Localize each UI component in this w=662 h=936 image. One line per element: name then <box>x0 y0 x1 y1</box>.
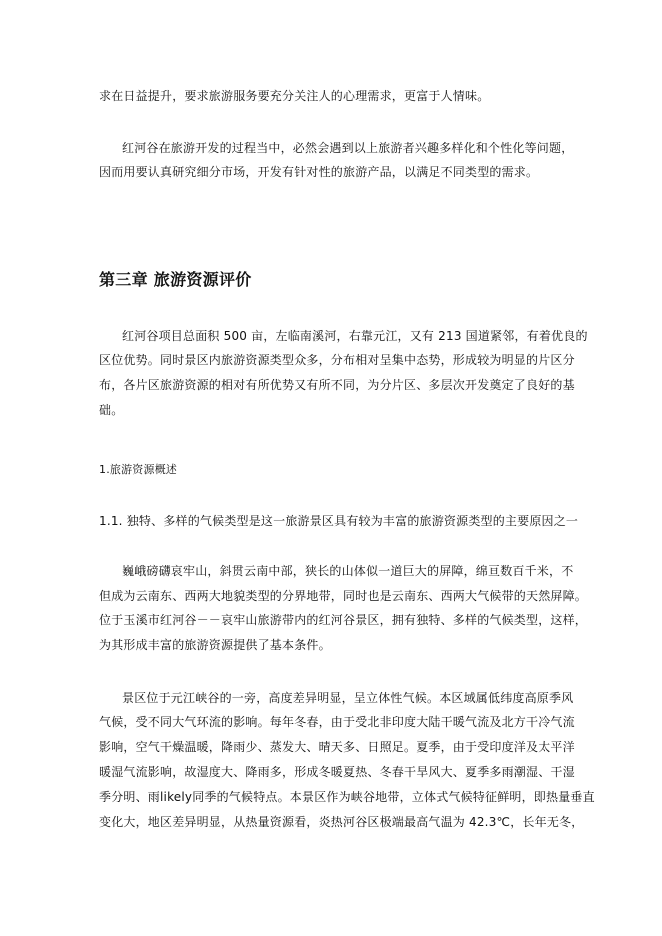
paragraph-mountain-line-4: 为其形成丰富的旅游资源提供了基本条件。 <box>99 638 331 652</box>
paragraph-overview-line-4: 础。 <box>99 403 124 417</box>
chapter-title: 第三章 旅游资源评价 <box>99 270 252 289</box>
paragraph-climate-line-1: 景区位于元江峡谷的一旁，高度差异明显，呈立体性气候。本区域属低纬度高原季风 <box>122 691 574 705</box>
paragraph-mountain-line-3: 位于玉溪市红河谷－－哀牢山旅游带内的红河谷景区，拥有独特、多样的气候类型，这样， <box>99 613 588 627</box>
section-heading-1-1: 1.1. 独特、多样的气候类型是这一旅游景区具有较为丰富的旅游资源类型的主要原因之一 <box>99 514 579 528</box>
paragraph-intro-line-1: 求在日益提升，要求旅游服务要充分关注人的心理需求，更富于人情味。 <box>99 89 490 103</box>
paragraph-climate-line-3: 影响，空气干燥温暖，降雨少、蒸发大、晴天多、日照足。夏季，由于受印度洋及太平洋 <box>99 740 575 754</box>
paragraph-climate-line-6: 变化大，地区差异明显，从热量资源看，炎热河谷区极端最高气温为 42.3℃，长年无冬， <box>99 815 584 829</box>
section-heading-1: 1.旅游资源概述 <box>99 463 178 476</box>
paragraph-mountain-line-1: 巍峨磅礴哀牢山，斜贯云南中部，狭长的山体似一道巨大的屏障，绵亘数百千米，不 <box>122 564 574 578</box>
paragraph-climate-line-4: 暖湿气流影响，故湿度大、降雨多，形成冬暖夏热、冬春干旱风大、夏季多雨潮湿、干湿 <box>99 765 575 779</box>
paragraph-mountain-line-2: 但成为云南东、西两大地貌类型的分界地带，同时也是云南东、西两大气候带的天然屏障。 <box>99 589 588 603</box>
paragraph-market-line-2: 因而用要认真研究细分市场，开发有针对性的旅游产品，以满足不同类型的需求。 <box>99 165 539 179</box>
paragraph-market-line-1: 红河谷在旅游开发的过程当中，必然会遇到以上旅游者兴趣多样化和个性化等问题， <box>122 141 574 155</box>
paragraph-climate-line-5: 季分明、雨likely同季的气候特点。本景区作为峡谷地带，立体式气候特征鲜明，即热量垂直 <box>99 790 595 804</box>
paragraph-climate-line-2: 气候，受不同大气环流的影响。每年冬春，由于受北非印度大陆干暖气流及北方干冷气流 <box>99 715 575 729</box>
paragraph-overview-line-2: 区位优势。同时景区内旅游资源类型众多，分布相对呈集中态势，形成较为明显的片区分 <box>99 353 575 367</box>
paragraph-overview-line-3: 布，各片区旅游资源的相对有所优势又有所不同，为分片区、多层次开发奠定了良好的基 <box>99 378 575 392</box>
paragraph-overview-line-1: 红河谷项目总面积 500 亩，左临南溪河，右靠元江，又有 213 国道紧邻，有着优良的 <box>122 329 588 343</box>
